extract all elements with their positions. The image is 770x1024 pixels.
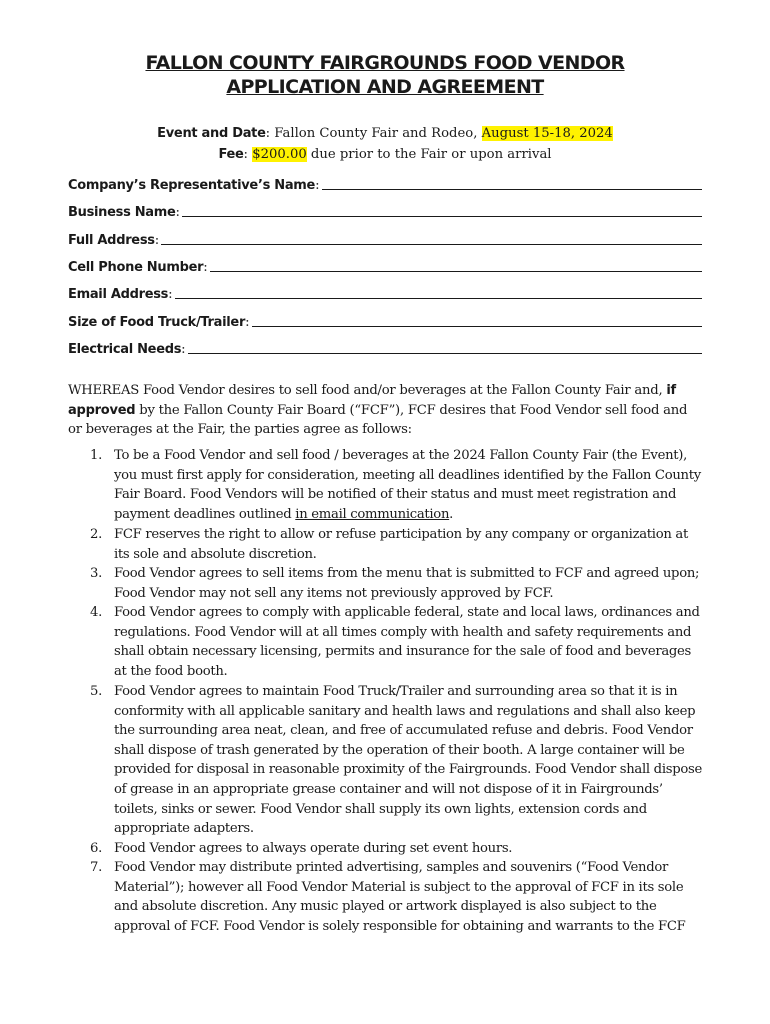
item-text: Food Vendor may distribute printed advertising, samples and souvenirs (“Food Vendor Material”); however all Food Vendor Material is subject to the approval of FCF in its sole and absolute discretion. Any music played or artwork displayed is also subject to the approval of FCF. Food Vendor is solely responsible for obtaining and warrants to the FCF bbox=[114, 860, 686, 934]
item-text-tail: . bbox=[449, 506, 454, 522]
full-address-field[interactable] bbox=[68, 228, 702, 248]
list-item bbox=[90, 603, 702, 681]
fee-label: Fee bbox=[218, 147, 244, 162]
item-number: 6. bbox=[90, 841, 102, 856]
field-colon: : bbox=[175, 205, 180, 220]
list-item bbox=[90, 446, 702, 524]
event-date-label: Event and Date bbox=[157, 126, 266, 141]
field-label: Full Address bbox=[68, 233, 155, 248]
whereas-bold-2: approved bbox=[68, 402, 136, 418]
field-label: Business Name bbox=[68, 205, 176, 220]
item-text: FCF reserves the right to allow or refuse participation by any company or organization at its sole and absolute discretion. bbox=[114, 527, 688, 562]
field-colon: : bbox=[181, 342, 186, 357]
field-label: Email Address bbox=[68, 287, 169, 302]
title-line-1: FALLON COUNTY FAIRGROUNDS FOOD VENDOR bbox=[145, 52, 625, 74]
business-name-field[interactable] bbox=[68, 200, 702, 220]
field-line[interactable] bbox=[175, 297, 702, 299]
field-line[interactable] bbox=[182, 215, 702, 217]
fee-sep: : bbox=[243, 147, 253, 162]
item-text bbox=[114, 446, 702, 524]
field-colon: : bbox=[154, 233, 160, 248]
list-item bbox=[90, 839, 702, 859]
fee-amount: $200.00 bbox=[252, 147, 307, 162]
page-title bbox=[68, 51, 702, 99]
event-date-highlight: August 15-18, 2024 bbox=[481, 126, 613, 141]
field-label: Size of Food Truck/Trailer bbox=[68, 315, 246, 330]
item-number: 4. bbox=[90, 605, 102, 620]
whereas-paragraph bbox=[68, 381, 702, 440]
item-text-main: To be a Food Vendor and sell food / beverages at the 2024 Fallon County Fair (the Event), you must first apply for consideration, meeting all deadlines identified by the Fallon County Fair Board. Food Vendors will be notified of their status and must meet registration and payment deadlines outlined bbox=[114, 448, 701, 522]
field-label: Company’s Representative’s Name bbox=[68, 178, 316, 193]
email-communication-link: in email communication bbox=[295, 506, 450, 522]
list-item bbox=[90, 858, 702, 936]
field-colon: : bbox=[315, 178, 320, 193]
item-text: Food Vendor agrees to always operate during set event hours. bbox=[114, 841, 513, 856]
fee-line bbox=[68, 145, 702, 165]
item-text: Food Vendor agrees to maintain Food Truck/Trailer and surrounding area so that it is in conformity with all applicable sanitary and health laws and regulations and shall also keep the surrounding area neat, clean, and free of accumulated refuse and debris. Food Vendor shall dispose of trash generated by the operation of their booth. A large container will be provided for disposal in reasonable proximity of the Fairgrounds. Food Vendor shall dispose of grease in an appropriate grease container and will not dispose of it in Fairgrounds’ toilets, sinks or sewer. Food Vendor shall supply its own lights, extension cords and appropriate adapters. bbox=[114, 684, 702, 837]
field-label: Cell Phone Number bbox=[68, 260, 204, 275]
item-number: 2. bbox=[90, 527, 102, 542]
event-date-line bbox=[68, 124, 702, 144]
field-line[interactable] bbox=[252, 325, 702, 327]
field-colon: : bbox=[168, 287, 173, 302]
field-colon: : bbox=[203, 260, 208, 275]
list-item bbox=[90, 564, 702, 603]
field-line[interactable] bbox=[210, 270, 702, 272]
field-line[interactable] bbox=[322, 188, 702, 190]
electrical-needs-field[interactable] bbox=[68, 337, 702, 357]
item-number: 3. bbox=[90, 566, 102, 581]
field-line[interactable] bbox=[161, 243, 702, 245]
rep-name-field[interactable] bbox=[68, 173, 702, 193]
whereas-bold-1: if bbox=[666, 383, 676, 398]
email-address-field[interactable] bbox=[68, 282, 702, 302]
item-number: 7. bbox=[90, 860, 102, 875]
field-colon: : bbox=[245, 315, 250, 330]
title-line-2: APPLICATION AND AGREEMENT bbox=[226, 76, 544, 98]
cell-phone-field[interactable] bbox=[68, 255, 702, 275]
item-number: 1. bbox=[90, 448, 102, 463]
list-item bbox=[90, 682, 702, 839]
field-label: Electrical Needs bbox=[68, 342, 182, 357]
whereas-text-3: by the Fallon County Fair Board (“FCF”), FCF desires that Food Vendor sell food and or beverages at the Fair, the parties agree as follows: bbox=[68, 402, 688, 438]
whereas-text-1: WHEREAS Food Vendor desires to sell food and/or beverages at the Fallon County Fair and, bbox=[68, 383, 667, 398]
item-text: Food Vendor agrees to comply with applicable federal, state and local laws, ordinances and regulations. Food Vendor will at all times comply with health and safety requirements and shall obtain necessary licensing, permits and insurance for the sale of food and beverages at the food booth. bbox=[114, 605, 700, 679]
fee-text: due prior to the Fair or upon arrival bbox=[306, 147, 552, 162]
item-text: Food Vendor agrees to sell items from the menu that is submitted to FCF and agreed upon; Food Vendor may not sell any items not previously approved by FCF. bbox=[114, 566, 700, 601]
field-line[interactable] bbox=[188, 352, 702, 354]
event-date-text: : Fallon County Fair and Rodeo, bbox=[265, 126, 482, 141]
truck-size-field[interactable] bbox=[68, 310, 702, 330]
item-number: 5. bbox=[90, 684, 102, 699]
list-item bbox=[90, 525, 702, 564]
